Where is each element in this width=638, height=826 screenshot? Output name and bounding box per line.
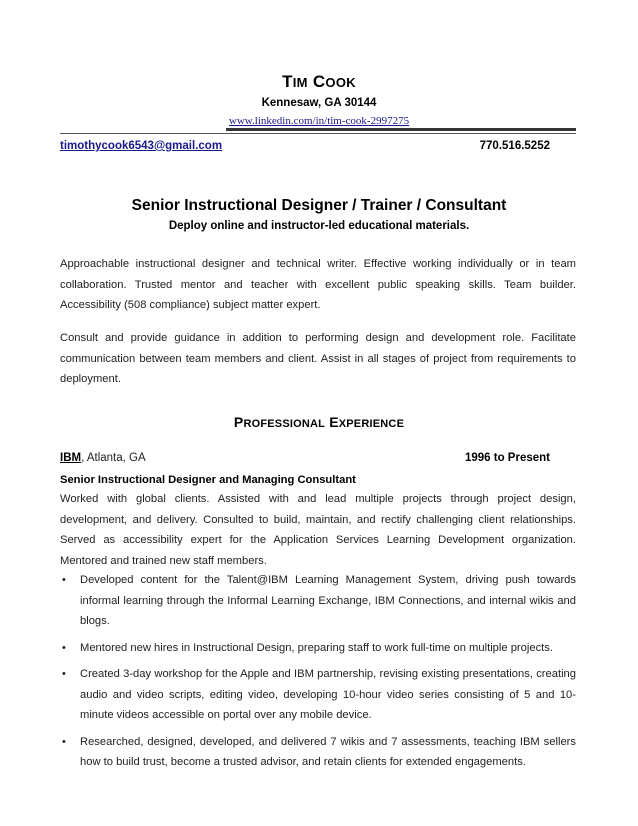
linkedin-link[interactable]: www.linkedin.com/in/tim-cook-2997275 — [228, 115, 410, 127]
job-bullet-text: Created 3-day workshop for the Apple and IBM partnership, revising existing presentations, creating audio and video scripts, editing video, developing 10-hour video series consisting of 5 and 10-minute videos accessible on portal over any mobile device. — [80, 668, 576, 721]
job-company: IBM — [60, 452, 82, 464]
header-divider-thick — [226, 128, 576, 131]
address: Kennesaw, GA 30144 — [261, 97, 377, 109]
candidate-name — [0, 72, 638, 92]
job-bullet — [60, 732, 576, 773]
bullet-icon: • — [62, 641, 66, 654]
name-last-rest: OOK — [325, 75, 356, 90]
section-title-rofessional: ROFESSIONAL — [243, 418, 326, 430]
job-dates: 1996 to Present — [464, 452, 550, 464]
job-location: , Atlanta, GA — [81, 452, 146, 464]
headline-subtitle: Deploy online and instructor-led educational materials. — [168, 220, 470, 232]
job-employer — [60, 452, 146, 464]
section-title-p: P — [233, 414, 244, 430]
summary-paragraph-1: Approachable instructional designer and technical writer. Effective working individually or in team collaboration. Trusted mentor and teacher with excellent public speaking skills. Team builder. Accessibility (508 compliance) subject matter expert. — [60, 258, 576, 311]
section-title-e: E — [329, 414, 339, 430]
email-link[interactable]: timothycook6543@gmail.com — [60, 140, 223, 152]
job-bullet — [60, 638, 576, 659]
job-bullet-text: Researched, designed, developed, and delivered 7 wikis and 7 assessments, teaching IBM sellers how to build trust, become a trusted advisor, and retain clients for extended engagements. — [80, 735, 576, 768]
job-bullet — [60, 664, 576, 726]
name-first-rest: IM — [292, 75, 308, 90]
bullet-icon: • — [62, 574, 66, 586]
bullet-icon: • — [62, 668, 66, 680]
job-bullet — [60, 570, 576, 632]
job-description: Worked with global clients. Assisted with and lead multiple projects through project design, development, and delivery. Consulted to build, maintain, and rectify challenging client relationships. Served as accessibility expert for the Application Services Learning Development organization. Mentored and trained new staff members. — [60, 493, 576, 567]
summary-paragraph-2: Consult and provide guidance in addition to performing design and development role. Facilitate communication between team members and client. Assist in all stages of project from requirements to deployment. — [60, 332, 576, 385]
phone-number: 770.516.5252 — [479, 140, 550, 152]
job-bullet-text: Developed content for the Talent@IBM Learning Management System, driving push towards informal learning through the Informal Learning Exchange, IBM Connections, and internal wikis and blogs. — [80, 574, 576, 627]
name-last-initial: C — [312, 72, 326, 91]
job-bullet-list — [60, 570, 576, 779]
bullet-icon: • — [62, 735, 66, 748]
section-title-experience — [0, 414, 638, 430]
job-bullet-text: Mentored new hires in Instructional Design, preparing staff to work full-time on multiple projects. — [80, 641, 553, 654]
section-title-xperience: XPERIENCE — [338, 418, 405, 430]
job-role: Senior Instructional Designer and Managing Consultant — [60, 474, 356, 486]
header-divider-thin — [60, 133, 576, 134]
headline-title: Senior Instructional Designer / Trainer / Consultant — [131, 197, 507, 214]
name-first-initial: T — [282, 72, 293, 91]
